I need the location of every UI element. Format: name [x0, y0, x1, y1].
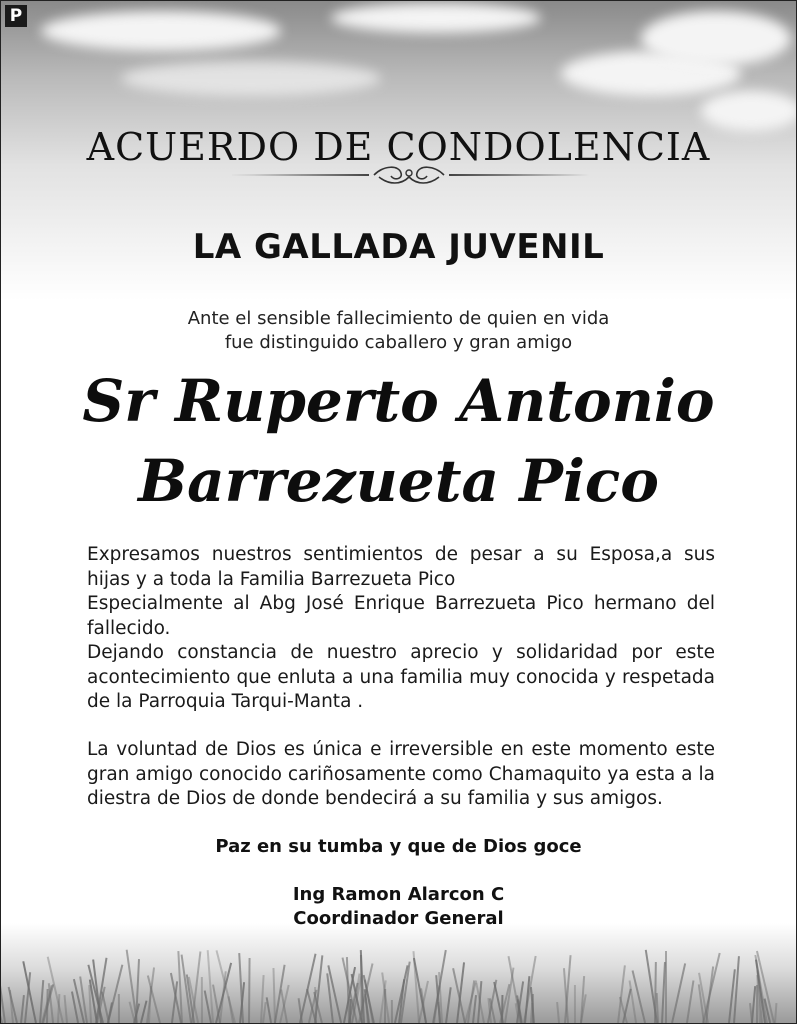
grass-blade — [63, 995, 67, 1023]
intro-line-2: fue distinguido caballero y gran amigo — [224, 332, 573, 353]
grass-blade — [705, 966, 714, 1023]
message-paragraph-2: Especialmente al Abg José Enrique Barrezueta Pico hermano del fallecido. — [87, 593, 715, 639]
grass-blade — [556, 1002, 560, 1023]
grass-blade — [228, 996, 234, 1023]
page-title: ACUERDO DE CONDOLENCIA — [86, 125, 711, 169]
ornament-divider — [229, 163, 589, 187]
grass-blade — [445, 987, 452, 1023]
grass-blade — [391, 1000, 393, 1023]
grass-blade — [57, 994, 60, 1023]
farewell-text: Paz en su tumba y que de Dios goce — [215, 836, 582, 857]
grass-blade — [248, 958, 251, 1023]
intro-line-1: Ante el sensible fallecimiento de quien en vida — [187, 308, 610, 329]
grass-blade — [0, 950, 6, 1023]
grass-blade — [774, 1003, 777, 1023]
signer-title: Coordinador General — [293, 908, 504, 929]
grass-blade — [118, 994, 120, 1023]
message-paragraph-1: Expresamos nuestros sentimientos de pesar a su Esposa,a sus hijas y a toda la Familia Barrezueta Pico — [87, 544, 715, 590]
organization-name: LA GALLADA JUVENIL — [192, 227, 605, 267]
grass-blade — [686, 981, 694, 1024]
message-paragraph-4: La voluntad de Dios es única e irreversible en este momento este gran amigo conocido cariñosamente como Chamaquito ya esta a la diestra de Dios de donde bendecirá a su familia y sus amigos. — [87, 739, 715, 809]
grass-blade — [265, 997, 271, 1023]
grass-blade — [671, 963, 686, 1023]
intro-text — [1, 307, 796, 355]
deceased-name-line-1: Sr Ruperto Antonio — [82, 367, 715, 435]
grass-blade — [733, 956, 740, 1023]
grass-blade — [524, 976, 530, 1023]
deceased-name-line-2: Barrezueta Pico — [138, 447, 659, 515]
grass-blade — [201, 977, 203, 1023]
signer-name: Ing Ramon Alarcon C — [292, 884, 505, 905]
brand-logo: P — [5, 5, 27, 27]
grass-blade — [46, 989, 49, 1023]
message-paragraph-3: Dejando constancia de nuestro aprecio y solidaridad por este acontecimiento que enluta a una familia muy conocida y respetada de la Parroquia Tarqui-Manta . — [87, 642, 715, 712]
grass-footer — [1, 923, 796, 1023]
grass-blade — [574, 985, 576, 1023]
grass-blade — [135, 959, 140, 1023]
grass-blade — [384, 989, 386, 1023]
grass-blade — [501, 995, 503, 1023]
grass-blade — [665, 951, 667, 1023]
